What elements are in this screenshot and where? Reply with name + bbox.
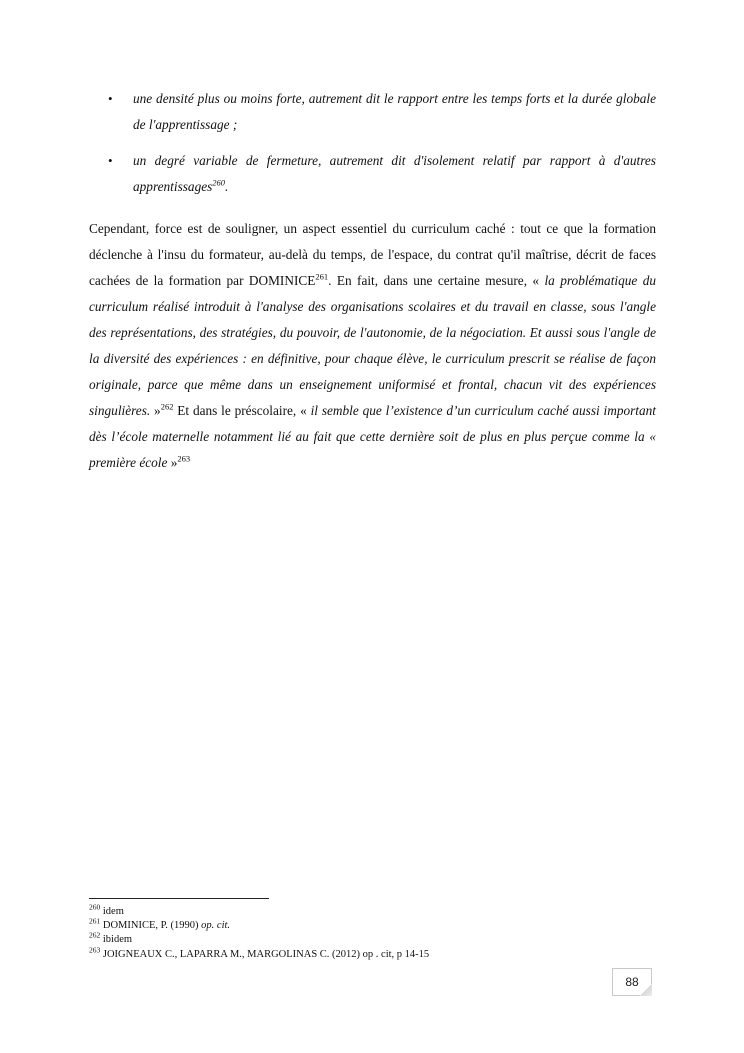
body-paragraph: [89, 216, 656, 476]
bullet-item: [108, 86, 656, 138]
paragraph-text: Et dans le préscolaire, «: [173, 403, 311, 418]
quotation: la problématique du curriculum réalisé introduit à l'analyse des organisations scolaires et du travail en classe, sous l'angle des représentations, des stratégies, du pouvoir, de l'autonomie, de la négociation. Et aussi sous l'angle de la diversité des expériences : en définitive, pour chaque élève, le curriculum prescrit se réalise de façon originale, parce que même dans un enseignement uniformisé et frontal, chacun vit des expériences singulières.: [89, 273, 656, 418]
footnote-text: ibidem: [102, 934, 133, 946]
footnote: [89, 930, 656, 947]
footnote-number: 260: [89, 902, 101, 912]
paragraph-text: Cependant, force est de souligner, un aspect essentiel du curriculum caché : tout ce que la formation déclenche à l'insu du formateur, au-delà du temps, de l'espace, du contrat qu'il maîtrise, décrit de faces cachées de la formation par DOMINICE: [89, 221, 656, 288]
page-curl-icon: [640, 984, 652, 996]
quotation: il semble que l’existence d’un curriculum caché aussi important dès l’école maternelle notamment lié au fait que cette dernière soit de plus en plus perçue comme la « première école: [89, 403, 656, 470]
paragraph-text: . En fait, dans une certaine mesure, «: [328, 273, 545, 288]
footnote-ref[interactable]: 262: [160, 401, 174, 412]
bullet-dot-icon: •: [108, 153, 113, 168]
footnote-number: 261: [89, 916, 101, 926]
bullet-dot-icon: •: [108, 91, 113, 106]
footnote-list: [89, 902, 656, 962]
footnote-number: 262: [89, 930, 101, 940]
footnote: [89, 916, 656, 933]
footnote-ref[interactable]: 260: [212, 177, 226, 188]
footnote-text: DOMINICE, P. (1990): [102, 920, 202, 932]
footnote: [89, 902, 656, 919]
footnote-number: 263: [89, 945, 101, 955]
bullet-list: [108, 86, 656, 210]
bullet-text: un degré variable de fermeture, autrement dit d'isolement relatif par rapport à d'autres apprentissages: [133, 153, 656, 194]
page-number-badge: [612, 968, 652, 996]
page-number: 88: [625, 975, 639, 989]
bullet-text: une densité plus ou moins forte, autrement dit le rapport entre les temps forts et la durée globale de l'apprentissage ;: [133, 91, 656, 132]
bullet-item: [108, 148, 656, 200]
paragraph-text: »: [150, 403, 161, 418]
footnote-text: idem: [102, 906, 124, 917]
footnote-italic: op. cit.: [201, 920, 231, 932]
footnote-text: JOIGNEAUX C., LAPARRA M., MARGOLINAS C. (2012) op . cit, p 14-15: [102, 948, 430, 960]
footnote: [89, 945, 656, 962]
footnote-divider: [89, 898, 269, 899]
bullet-tail: .: [225, 179, 229, 194]
footnote-ref[interactable]: 263: [177, 453, 191, 464]
footnote-ref[interactable]: 261: [315, 271, 329, 282]
paragraph-text: »: [167, 455, 178, 470]
